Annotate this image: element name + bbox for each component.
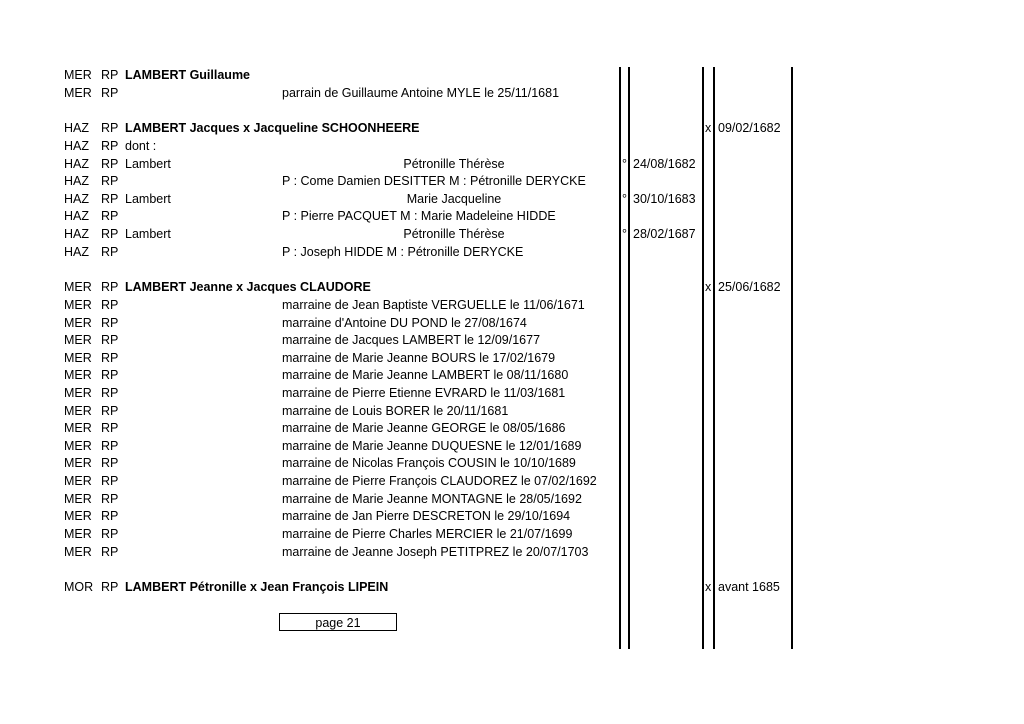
- record-row: [0, 315, 1024, 332]
- marriage-symbol: x: [705, 121, 712, 135]
- record-row: [0, 279, 1024, 296]
- type-cell: RP: [101, 86, 119, 100]
- type-cell: RP: [101, 192, 119, 206]
- type-cell: RP: [101, 580, 119, 594]
- detail-cell: marraine de Jan Pierre DESCRETON le 29/10/1694: [282, 509, 571, 523]
- name-cell: dont :: [125, 139, 157, 153]
- marriage-symbol: x: [705, 580, 712, 594]
- detail-cell: marraine de Pierre Etienne EVRARD le 11/03/1681: [282, 386, 566, 400]
- record-row: [0, 544, 1024, 561]
- type-cell: RP: [101, 474, 119, 488]
- record-row: [0, 191, 1024, 208]
- detail-cell: marraine de Pierre Charles MERCIER le 21/07/1699: [282, 527, 573, 541]
- type-cell: RP: [101, 527, 119, 541]
- type-cell: RP: [101, 139, 119, 153]
- name-cell: LAMBERT Jacques x Jacqueline SCHOONHEERE: [125, 121, 420, 135]
- detail-cell: P : Come Damien DESITTER M : Pétronille DERYCKE: [282, 174, 586, 188]
- type-cell: RP: [101, 386, 119, 400]
- place-cell: HAZ: [64, 174, 89, 188]
- place-cell: HAZ: [64, 139, 89, 153]
- record-row: [0, 226, 1024, 243]
- record-row: [0, 156, 1024, 173]
- record-row: [0, 244, 1024, 261]
- place-cell: MER: [64, 474, 92, 488]
- record-row: [0, 526, 1024, 543]
- marriage-date: 25/06/1682: [718, 280, 781, 294]
- type-cell: RP: [101, 421, 119, 435]
- record-row: [0, 491, 1024, 508]
- record-row: [0, 350, 1024, 367]
- place-cell: MER: [64, 404, 92, 418]
- detail-cell: marraine de Marie Jeanne DUQUESNE le 12/01/1689: [282, 439, 582, 453]
- record-row: [0, 385, 1024, 402]
- type-cell: RP: [101, 121, 119, 135]
- type-cell: RP: [101, 174, 119, 188]
- place-cell: MER: [64, 386, 92, 400]
- type-cell: RP: [101, 456, 119, 470]
- record-row: [0, 473, 1024, 490]
- record-row: [0, 420, 1024, 437]
- record-row: [0, 67, 1024, 84]
- record-row: [0, 367, 1024, 384]
- detail-cell: P : Joseph HIDDE M : Pétronille DERYCKE: [282, 245, 524, 259]
- record-row: [0, 173, 1024, 190]
- type-cell: RP: [101, 439, 119, 453]
- place-cell: MER: [64, 509, 92, 523]
- place-cell: MER: [64, 280, 92, 294]
- place-cell: MER: [64, 298, 92, 312]
- record-row: [0, 297, 1024, 314]
- name-cell: LAMBERT Guillaume: [125, 68, 251, 82]
- place-cell: MER: [64, 545, 92, 559]
- record-row: [0, 508, 1024, 525]
- place-cell: MER: [64, 368, 92, 382]
- place-cell: MER: [64, 421, 92, 435]
- birth-symbol: °: [622, 192, 627, 206]
- type-cell: RP: [101, 245, 119, 259]
- place-cell: MER: [64, 439, 92, 453]
- marriage-date: avant 1685: [718, 580, 780, 594]
- place-cell: MER: [64, 456, 92, 470]
- type-cell: RP: [101, 280, 119, 294]
- type-cell: RP: [101, 404, 119, 418]
- detail-cell: marraine de Nicolas François COUSIN le 10/10/1689: [282, 456, 576, 470]
- record-row: [0, 138, 1024, 155]
- place-cell: MOR: [64, 580, 94, 594]
- detail-cell: marraine d'Antoine DU POND le 27/08/1674: [282, 316, 527, 330]
- detail-cell: marraine de Marie Jeanne GEORGE le 08/05/1686: [282, 421, 566, 435]
- place-cell: MER: [64, 351, 92, 365]
- place-cell: MER: [64, 68, 92, 82]
- place-cell: HAZ: [64, 192, 89, 206]
- place-cell: MER: [64, 333, 92, 347]
- detail-cell: marraine de Marie Jeanne BOURS le 17/02/1679: [282, 351, 556, 365]
- record-row: [0, 438, 1024, 455]
- birth-date: 30/10/1683: [633, 192, 696, 206]
- detail-cell: P : Pierre PACQUET M : Marie Madeleine HIDDE: [282, 209, 556, 223]
- type-cell: RP: [101, 209, 119, 223]
- place-cell: MER: [64, 492, 92, 506]
- type-cell: RP: [101, 333, 119, 347]
- record-row: [0, 455, 1024, 472]
- name-cell: Lambert: [125, 192, 171, 206]
- name-cell: LAMBERT Jeanne x Jacques CLAUDORE: [125, 280, 371, 294]
- detail-cell: marraine de Louis BORER le 20/11/1681: [282, 404, 509, 418]
- detail-cell: marraine de Jeanne Joseph PETITPREZ le 20/07/1703: [282, 545, 589, 559]
- marriage-date: 09/02/1682: [718, 121, 781, 135]
- record-row: [0, 579, 1024, 596]
- type-cell: RP: [101, 368, 119, 382]
- place-cell: HAZ: [64, 121, 89, 135]
- type-cell: RP: [101, 227, 119, 241]
- type-cell: RP: [101, 492, 119, 506]
- detail-cell: marraine de Marie Jeanne MONTAGNE le 28/05/1692: [282, 492, 582, 506]
- birth-date: 24/08/1682: [633, 157, 696, 171]
- detail-cell: marraine de Jacques LAMBERT le 12/09/1677: [282, 333, 541, 347]
- place-cell: HAZ: [64, 227, 89, 241]
- detail-cell: marraine de Marie Jeanne LAMBERT le 08/11/1680: [282, 368, 569, 382]
- place-cell: HAZ: [64, 157, 89, 171]
- type-cell: RP: [101, 68, 119, 82]
- type-cell: RP: [101, 157, 119, 171]
- place-cell: MER: [64, 86, 92, 100]
- birth-date: 28/02/1687: [633, 227, 696, 241]
- record-row: [0, 208, 1024, 225]
- detail-cell: marraine de Jean Baptiste VERGUELLE le 11/06/1671: [282, 298, 585, 312]
- detail-cell: marraine de Pierre François CLAUDOREZ le 07/02/1692: [282, 474, 597, 488]
- birth-symbol: °: [622, 157, 627, 171]
- name-cell: LAMBERT Pétronille x Jean François LIPEIN: [125, 580, 389, 594]
- record-row: [0, 85, 1024, 102]
- firstname-cell: Pétronille Thérèse: [403, 157, 505, 171]
- type-cell: RP: [101, 351, 119, 365]
- firstname-cell: Pétronille Thérèse: [403, 227, 505, 241]
- marriage-symbol: x: [705, 280, 712, 294]
- detail-cell: parrain de Guillaume Antoine MYLE le 25/11/1681: [282, 86, 560, 100]
- firstname-cell: Marie Jacqueline: [406, 192, 502, 206]
- place-cell: MER: [64, 316, 92, 330]
- record-row: [0, 332, 1024, 349]
- birth-symbol: °: [622, 227, 627, 241]
- name-cell: Lambert: [125, 157, 171, 171]
- place-cell: HAZ: [64, 209, 89, 223]
- type-cell: RP: [101, 316, 119, 330]
- type-cell: RP: [101, 509, 119, 523]
- record-row: [0, 120, 1024, 137]
- type-cell: RP: [101, 298, 119, 312]
- name-cell: Lambert: [125, 227, 171, 241]
- place-cell: MER: [64, 527, 92, 541]
- place-cell: HAZ: [64, 245, 89, 259]
- page-number: page 21: [279, 613, 397, 631]
- type-cell: RP: [101, 545, 119, 559]
- record-row: [0, 403, 1024, 420]
